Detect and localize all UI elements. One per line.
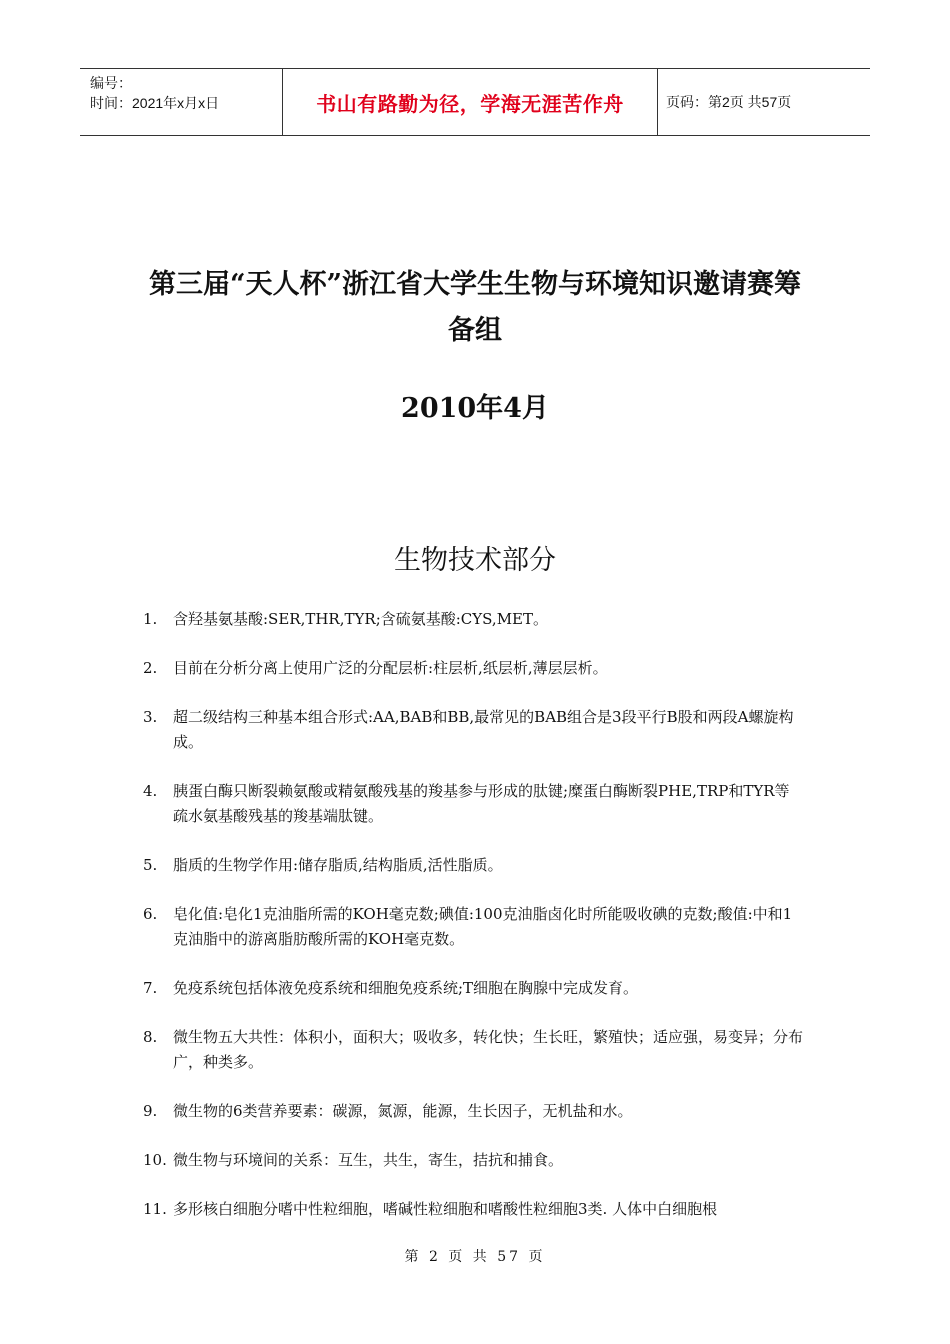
item-text: 目前在分析分离上使用广泛的分配层析:柱层析,纸层析,薄层层析。 xyxy=(173,659,608,677)
item-number: 6. xyxy=(143,905,158,923)
item-text: 脂质的生物学作用:储存脂质,结构脂质,活性脂质。 xyxy=(173,856,503,874)
document-title: 第三届“天人杯”浙江省大学生生物与环境知识邀请赛筹备组 xyxy=(148,269,802,346)
time-label: 时间：2021年x月x日 xyxy=(90,95,220,111)
item-text: 微生物与环境间的关系：互生，共生，寄生，拮抗和捕食。 xyxy=(173,1151,564,1169)
header-page-cell xyxy=(658,69,870,135)
item-number: 1. xyxy=(143,610,158,628)
page-header xyxy=(80,68,870,136)
item-number: 3. xyxy=(143,708,158,726)
list-item xyxy=(143,1025,803,1075)
item-text: 多形核白细胞分嗜中性粒细胞，嗜碱性粒细胞和嗜酸性粒细胞3类. 人体中白细胞根 xyxy=(173,1200,718,1218)
page-footer: 第 2 页 共 57 页 xyxy=(404,1249,546,1265)
document-date: 2010年4月 xyxy=(401,393,549,424)
item-number: 11. xyxy=(143,1200,167,1218)
item-number: 8. xyxy=(143,1028,158,1046)
item-number: 4. xyxy=(143,782,158,800)
list-item xyxy=(143,1197,803,1222)
item-text: 免疫系统包括体液免疫系统和细胞免疫系统;T细胞在胸腺中完成发育。 xyxy=(173,979,639,997)
list-item xyxy=(143,1099,803,1124)
item-text: 微生物的6类营养要素：碳源，氮源，能源，生长因子，无机盐和水。 xyxy=(173,1102,633,1120)
list-item xyxy=(143,705,803,755)
list-item xyxy=(143,779,803,829)
item-number: 5. xyxy=(143,856,158,874)
list-item xyxy=(143,902,803,952)
item-text: 超二级结构三种基本组合形式:AA,BAB和BB,最常见的BAB组合是3段平行B股和两段A螺旋构成。 xyxy=(173,708,794,751)
list-item xyxy=(143,607,803,632)
list-item xyxy=(143,976,803,1001)
item-number: 10. xyxy=(143,1151,167,1169)
page-info: 页码：第2页 共57页 xyxy=(666,94,792,110)
section-title: 生物技术部分 xyxy=(394,545,556,576)
list-item xyxy=(143,656,803,681)
item-list xyxy=(143,607,803,1246)
code-label: 编号： xyxy=(90,75,132,91)
item-text: 皂化值:皂化1克油脂所需的KOH毫克数;碘值:100克油脂卤化时所能吸收碘的克数;酸值:中和1克油脂中的游离脂肪酸所需的KOH毫克数。 xyxy=(173,905,793,948)
header-motto-cell xyxy=(282,69,658,135)
item-number: 2. xyxy=(143,659,158,677)
item-number: 9. xyxy=(143,1102,158,1120)
motto: 书山有路勤为径，学海无涯苦作舟 xyxy=(316,91,624,116)
item-number: 7. xyxy=(143,979,158,997)
list-item xyxy=(143,1148,803,1173)
item-text: 胰蛋白酶只断裂赖氨酸或精氨酸残基的羧基参与形成的肽键;糜蛋白酶断裂PHE,TRP和TYR等疏水氨基酸残基的羧基端肽键。 xyxy=(173,782,790,825)
header-meta xyxy=(80,69,282,135)
item-text: 微生物五大共性：体积小，面积大；吸收多，转化快；生长旺，繁殖快；适应强，易变异；分布广，种类多。 xyxy=(173,1028,804,1071)
list-item xyxy=(143,853,803,878)
item-text: 含羟基氨基酸:SER,THR,TYR;含硫氨基酸:CYS,MET。 xyxy=(173,610,549,628)
